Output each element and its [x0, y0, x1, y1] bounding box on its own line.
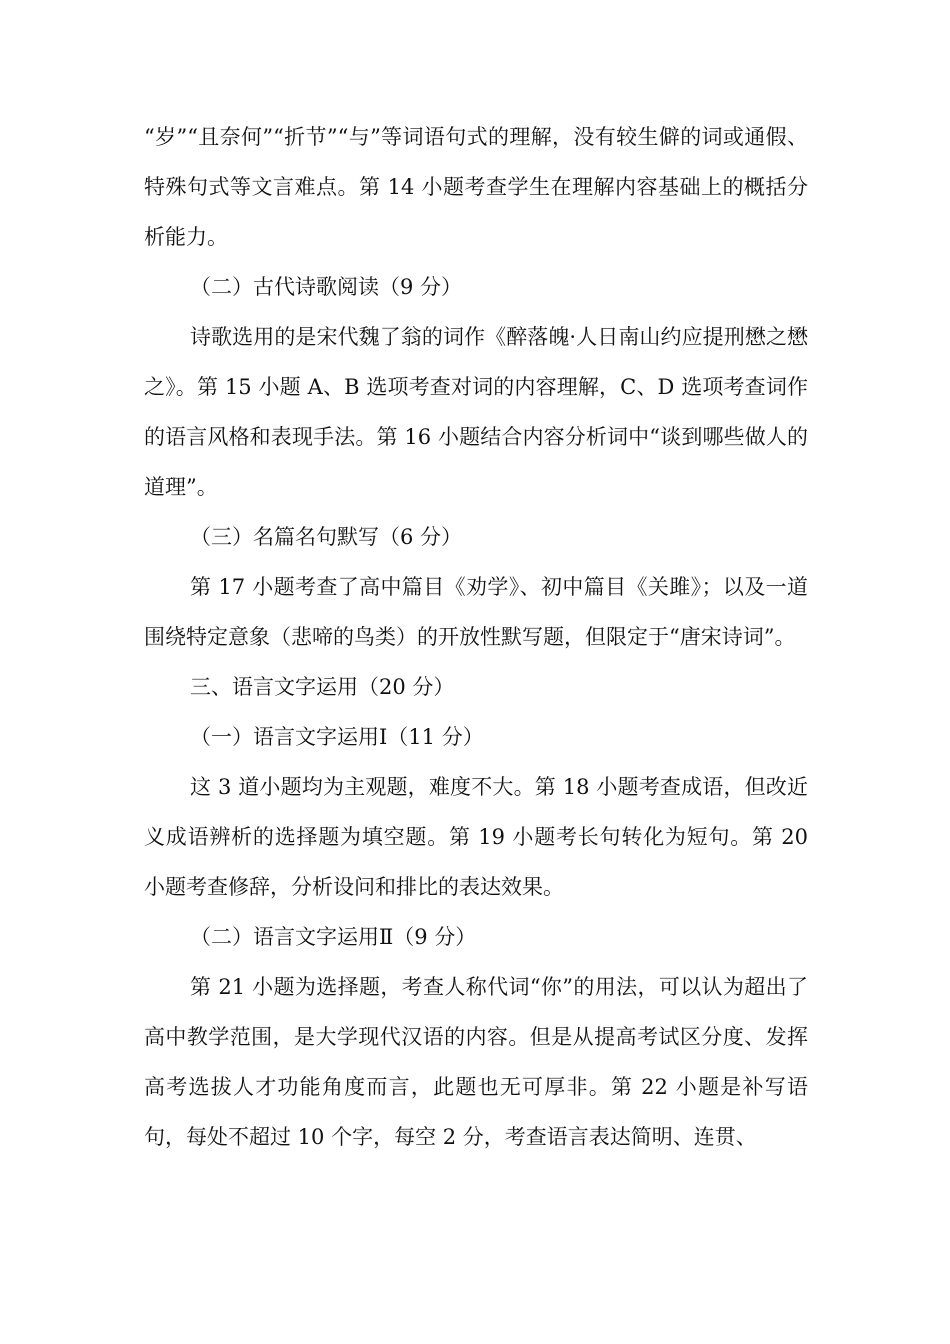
document-body — [144, 112, 808, 1162]
paragraph-continuation: “岁”“且奈何”“折节”“与”等词语句式的理解，没有较生僻的词或通假、特殊句式等文言难点。第 14 小题考查学生在理解内容基础上的概括分析能力。 — [144, 125, 808, 249]
paragraph-language-use-2: 第 21 小题为选择题，考查人称代词“你”的用法，可以认为超出了高中教学范围，是大学现代汉语的内容。但是从提高考试区分度、发挥高考选拔人才功能角度而言，此题也无可厚非。第 22 小题是补写语句，每处不超过 10 个字，每空 2 分，考查语言表达简明、连贯、 — [144, 975, 808, 1149]
section-heading-recitation: （三）名篇名句默写（6 分） — [190, 525, 463, 549]
section-heading-language-use: 三、语言文字运用（20 分） — [190, 675, 455, 699]
section-heading-language-use-1: （一）语言文字运用Ⅰ（11 分） — [190, 725, 484, 749]
paragraph-recitation: 第 17 小题考查了高中篇目《劝学》、初中篇目《关雎》；以及一道围绕特定意象（悲啼的鸟类）的开放性默写题，但限定于“唐宋诗词”。 — [144, 575, 808, 649]
section-heading-language-use-2: （二）语言文字运用Ⅱ（9 分） — [190, 925, 477, 949]
section-heading-poetry: （二）古代诗歌阅读（9 分） — [190, 275, 463, 299]
paragraph-language-use-1: 这 3 道小题均为主观题，难度不大。第 18 小题考查成语，但改近义成语辨析的选择题为填空题。第 19 小题考长句转化为短句。第 20 小题考查修辞，分析设问和排比的表达效果。 — [144, 775, 808, 899]
paragraph-poetry: 诗歌选用的是宋代魏了翁的词作《醉落魄·人日南山约应提刑懋之懋之》。第 15 小题 A、B 选项考查对词的内容理解，C、D 选项考查词作的语言风格和表现手法。第 16 小题结合内容分析词中“谈到哪些做人的道理”。 — [144, 325, 808, 499]
